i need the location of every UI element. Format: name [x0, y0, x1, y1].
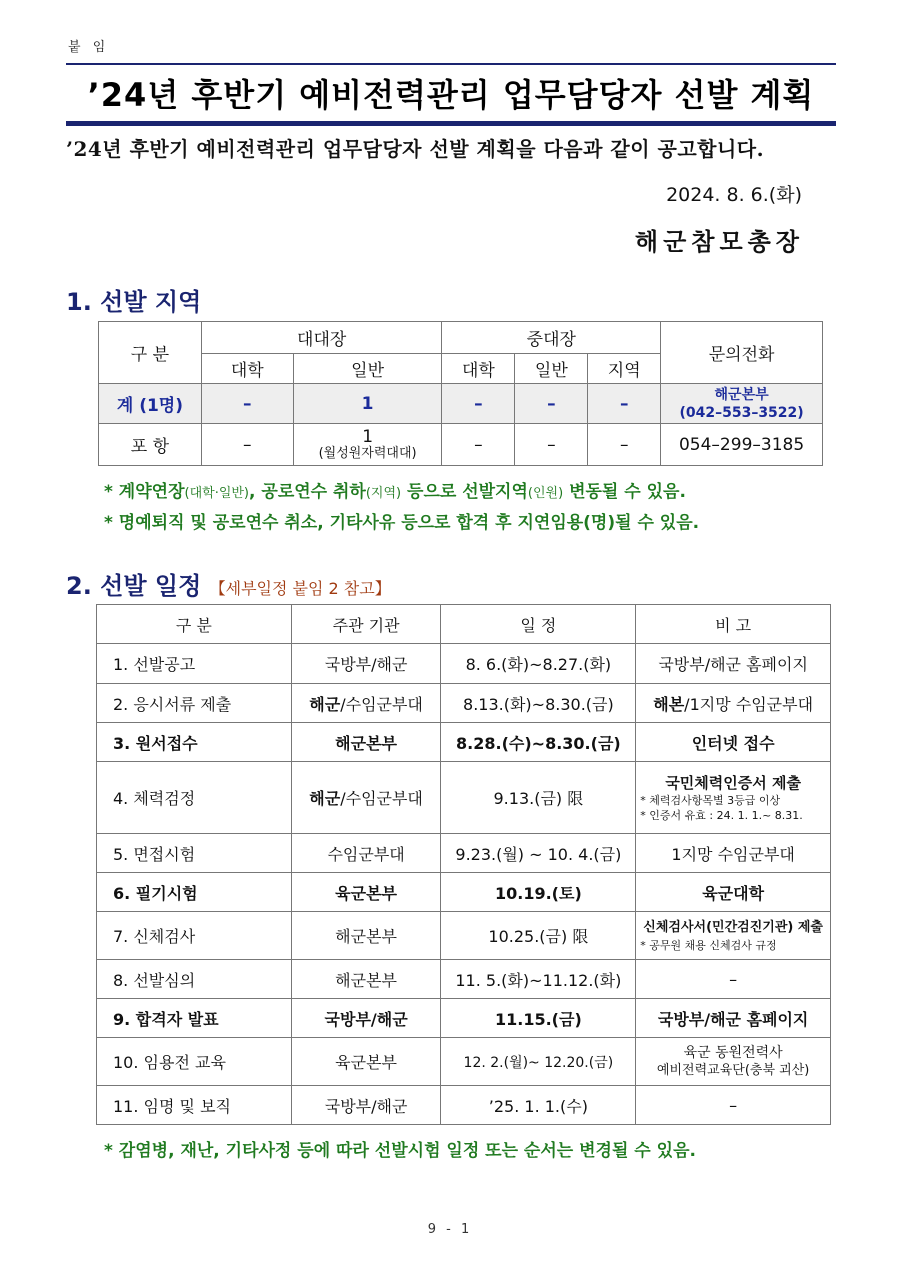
- note-part: (인원): [527, 486, 564, 501]
- page-number: 9 - 1: [427, 1222, 473, 1237]
- row-org: 해군본부: [291, 912, 441, 960]
- org-rest: /수임군부대: [340, 789, 423, 808]
- row-bat-general: [293, 424, 442, 466]
- org-bold: 해군: [309, 789, 341, 808]
- remark-bold: 해본: [653, 694, 685, 714]
- table-row: [97, 999, 831, 1038]
- row-org: [291, 684, 441, 723]
- issuer: 해군참모총장: [634, 228, 804, 256]
- header-remarks: 비 고: [636, 605, 831, 644]
- row-item: 11. 임명 및 보직: [97, 1086, 292, 1125]
- row-org: 국방부/해군: [291, 644, 441, 684]
- row-contact: [661, 384, 823, 424]
- remark-bold: 신체검사서(민간검진기관) 제출: [643, 920, 823, 935]
- row-item: 6. 필기시험: [97, 873, 292, 912]
- remark-bold: 국민체력인증서 제출: [665, 773, 801, 792]
- row-org: 육군본부: [291, 1038, 441, 1086]
- row-item: 4. 체력검정: [97, 762, 292, 834]
- section1-title: 1. 선발 지역: [66, 288, 202, 316]
- row-remarks: [636, 912, 831, 960]
- row-org: 해군본부: [291, 960, 441, 999]
- org-rest: /수임군부대: [340, 694, 423, 714]
- row-schedule: 11.15.(금): [441, 999, 636, 1038]
- row-remarks: 1지망 수임군부대: [636, 834, 831, 873]
- row-schedule: 9.23.(월) ~ 10. 4.(금): [441, 834, 636, 873]
- row-remarks: [636, 762, 831, 834]
- row-bat-univ: –: [201, 424, 293, 466]
- row-remarks: 인터넷 접수: [636, 723, 831, 762]
- note-part: (대학·일반): [184, 486, 250, 501]
- row-org: [291, 762, 441, 834]
- note-part: , 공로연수 취하: [249, 482, 366, 502]
- note-schedule-change: * 감염병, 재난, 기타사정 등에 따라 선발시험 일정 또는 순서는 변경될 수 있음.: [104, 1141, 696, 1161]
- note-delayed-appointment: * 명예퇴직 및 공로연수 취소, 기타사유 등으로 합격 후 지연임용(명)될 수 있음.: [104, 513, 700, 533]
- row-co-general: –: [515, 424, 588, 466]
- row-co-region: –: [588, 384, 661, 424]
- table-row: [97, 912, 831, 960]
- schedule-table: [96, 604, 831, 1125]
- table-row: [97, 834, 831, 873]
- header-category: 구 분: [97, 605, 292, 644]
- row-org: 국방부/해군: [291, 999, 441, 1038]
- row-item: 3. 원서접수: [97, 723, 292, 762]
- row-contact: 054–299–3185: [661, 424, 823, 466]
- row-org: 육군본부: [291, 873, 441, 912]
- note-part: * 계약연장: [104, 482, 185, 502]
- section2-title-text: 2. 선발 일정: [66, 572, 202, 600]
- section2-title: [66, 566, 391, 601]
- row-remarks: 국방부/해군 홈페이지: [636, 644, 831, 684]
- table-row: [97, 644, 831, 684]
- bat-general-count: 1: [362, 427, 374, 447]
- row-co-general: –: [515, 384, 588, 424]
- row-item: 10. 임용전 교육: [97, 1038, 292, 1086]
- remark-rest: /1지망 수임군부대: [684, 694, 814, 714]
- header-company: 중대장: [442, 322, 661, 354]
- row-co-univ: –: [442, 384, 515, 424]
- row-schedule: 8.13.(화)~8.30.(금): [441, 684, 636, 723]
- region-table: [98, 321, 823, 466]
- row-item: 5. 면접시험: [97, 834, 292, 873]
- row-remarks: 육군대학: [636, 873, 831, 912]
- header-co-region: 지역: [588, 354, 661, 384]
- section2-title-note: 【세부일정 붙임 2 참고】: [209, 579, 391, 598]
- remark-sub: * 체력검사항목별 3등급 이상: [640, 793, 781, 807]
- row-remarks: 국방부/해군 홈페이지: [636, 999, 831, 1038]
- header-co-general: 일반: [515, 354, 588, 384]
- remark-line: 예비전력교육단(충북 괴산): [656, 1062, 810, 1078]
- table-row: [97, 1086, 831, 1125]
- row-bat-univ: –: [201, 384, 293, 424]
- table-row: [97, 960, 831, 999]
- row-item: 1. 선발공고: [97, 644, 292, 684]
- title-rule-bottom: [66, 121, 836, 126]
- header-schedule: 일 정: [441, 605, 636, 644]
- intro-text: ’24년 후반기 예비전력관리 업무담당자 선발 계획을 다음과 같이 공고합니다.: [66, 137, 765, 161]
- table-row: [97, 873, 831, 912]
- header-bat-general: 일반: [293, 354, 442, 384]
- table-row-pohang: [99, 424, 823, 466]
- table-row-total: [99, 384, 823, 424]
- row-co-region: –: [588, 424, 661, 466]
- header-contact: 문의전화: [661, 322, 823, 384]
- row-category: 포 항: [99, 424, 202, 466]
- row-org: 수임군부대: [291, 834, 441, 873]
- row-item: 8. 선발심의: [97, 960, 292, 999]
- row-schedule: 12. 2.(월)~ 12.20.(금): [441, 1038, 636, 1086]
- announcement-date: 2024. 8. 6.(화): [666, 184, 802, 206]
- header-organization: 주관 기관: [291, 605, 441, 644]
- row-schedule: 8.28.(수)~8.30.(금): [441, 723, 636, 762]
- row-schedule: 11. 5.(화)~11.12.(화): [441, 960, 636, 999]
- title-rule-top: [66, 63, 836, 65]
- contact-phone: (042–553–3522): [679, 404, 804, 421]
- row-co-univ: –: [442, 424, 515, 466]
- contact-org: 해군본부: [714, 386, 769, 403]
- row-schedule: 10.19.(토): [441, 873, 636, 912]
- header-co-univ: 대학: [442, 354, 515, 384]
- attachment-label: 붙 임: [68, 40, 110, 55]
- row-remarks: [636, 1038, 831, 1086]
- remark-sub: * 공무원 채용 신체검사 규정: [640, 939, 777, 952]
- row-item: 7. 신체검사: [97, 912, 292, 960]
- note-part: 등으로 선발지역: [401, 482, 528, 502]
- header-battalion: 대대장: [201, 322, 442, 354]
- remark-line: 육군 동원전력사: [683, 1044, 783, 1061]
- row-remarks: –: [636, 1086, 831, 1125]
- row-org: 해군본부: [291, 723, 441, 762]
- row-remarks: [636, 684, 831, 723]
- table-row: [97, 1038, 831, 1086]
- row-category: 계 (1명): [99, 384, 202, 424]
- row-schedule: 10.25.(금) 限: [441, 912, 636, 960]
- row-schedule: 8. 6.(화)~8.27.(화): [441, 644, 636, 684]
- row-schedule: ’25. 1. 1.(수): [441, 1086, 636, 1125]
- org-bold: 해군: [309, 694, 341, 714]
- table-row: [97, 762, 831, 834]
- bat-general-unit: (월성원자력대대): [318, 446, 417, 461]
- note-part: 변동될 수 있음.: [563, 482, 686, 502]
- remark-sub: * 인증서 유효 : 24. 1. 1.~ 8.31.: [640, 808, 803, 822]
- header-bat-univ: 대학: [201, 354, 293, 384]
- note-part: (지역): [365, 486, 402, 501]
- row-schedule: 9.13.(금) 限: [441, 762, 636, 834]
- row-item: 9. 합격자 발표: [97, 999, 292, 1038]
- note-region-change: [104, 477, 686, 502]
- header-category: 구 분: [99, 322, 202, 384]
- document-title: ’24년 후반기 예비전력관리 업무담당자 선발 계획: [87, 76, 815, 114]
- row-bat-general: 1: [293, 384, 442, 424]
- row-remarks: –: [636, 960, 831, 999]
- table-row: [97, 723, 831, 762]
- table-row: [97, 684, 831, 723]
- row-item: 2. 응시서류 제출: [97, 684, 292, 723]
- row-org: 국방부/해군: [291, 1086, 441, 1125]
